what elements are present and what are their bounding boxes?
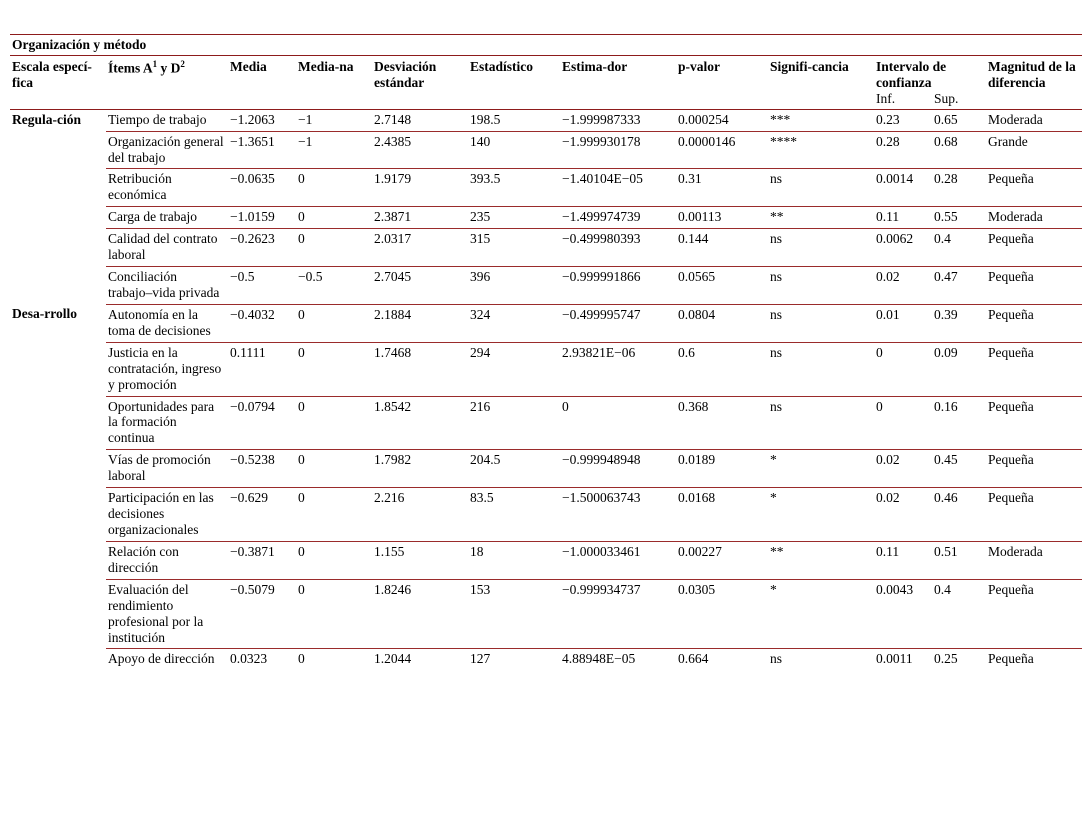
cell-sup: 0.45 [932, 450, 986, 488]
cell-desviacion: 1.7982 [372, 450, 468, 488]
table-row [10, 304, 1082, 342]
cell-inf: 0.0014 [874, 169, 932, 207]
table-row [10, 267, 1082, 305]
cell-desviacion: 2.7148 [372, 109, 468, 131]
table-header-row-1 [10, 55, 1082, 90]
cell-media: −0.5079 [228, 579, 296, 649]
cell-media: 0.0323 [230, 651, 268, 667]
header-items-text: Ítems A [108, 60, 153, 76]
cell-estimador: −0.999948948 [560, 450, 676, 488]
cell-pvalor: 0.00227 [676, 541, 768, 579]
document-page [0, 34, 1088, 823]
cell-mediana: −1 [296, 109, 372, 131]
table-row [10, 229, 1082, 267]
cell-significancia: ns [770, 651, 783, 667]
cell-desviacion: 2.0317 [372, 229, 468, 267]
cell-mediana: 0 [296, 342, 372, 396]
cell-desviacion: 2.1884 [372, 304, 468, 342]
cell-media: −0.2623 [228, 229, 296, 267]
cell-magnitud: Moderada [986, 541, 1082, 579]
cell-estadistico: 18 [468, 541, 560, 579]
header-intervalo-sup: Sup. [932, 91, 986, 109]
table-row [10, 169, 1082, 207]
cell-significancia: ns [768, 267, 874, 305]
table-row [10, 131, 1082, 169]
cell-inf: 0.11 [874, 541, 932, 579]
cell-significancia: **** [768, 131, 874, 169]
cell-sup: 0.4 [932, 229, 986, 267]
cell-magnitud: Pequeña [986, 267, 1082, 305]
cell-pvalor: 0.144 [676, 229, 768, 267]
cell-significancia: ns [768, 304, 874, 342]
cell-desviacion: 1.7468 [372, 342, 468, 396]
cell-estadistico: 83.5 [468, 488, 560, 542]
cell-significancia: ns [768, 169, 874, 207]
cell-magnitud: Pequeña [986, 488, 1082, 542]
cell-mediana: −1 [296, 131, 372, 169]
cell-inf: 0.02 [874, 267, 932, 305]
cell-significancia: ns [768, 342, 874, 396]
table-row [10, 541, 1082, 579]
scale-label: Regula-ción [12, 111, 81, 127]
cell-mediana: 0 [296, 579, 372, 649]
cell-mediana: −0.5 [296, 267, 372, 305]
cell-media: −0.5238 [228, 450, 296, 488]
table-row [10, 649, 1082, 670]
cell-estimador: −0.999934737 [560, 579, 676, 649]
cell-significancia: ns [768, 396, 874, 450]
cell-desviacion: 1.9179 [372, 169, 468, 207]
header-items-sup1: 1 [152, 58, 158, 69]
cell-item: Relación con dirección [106, 541, 228, 579]
cell-item: Autonomía en la toma de decisiones [106, 304, 228, 342]
cell-mediana: 0 [296, 541, 372, 579]
cell-item: Organización general del trabajo [106, 131, 228, 169]
cell-item: Calidad del contrato laboral [106, 229, 228, 267]
cell-estadistico: 324 [468, 304, 560, 342]
header-media: Media [228, 55, 296, 109]
cell-media: −0.4032 [228, 304, 296, 342]
cell-desviacion: 2.7045 [372, 267, 468, 305]
statistics-table [10, 34, 1082, 670]
cell-sup: 0.39 [932, 304, 986, 342]
cell-desviacion: 1.8246 [372, 579, 468, 649]
cell-inf: 0.23 [874, 109, 932, 131]
cell-pvalor: 0.0804 [676, 304, 768, 342]
cell-estimador: 4.88948E−05 [562, 651, 636, 667]
cell-significancia: ** [768, 207, 874, 229]
table-row [10, 109, 1082, 131]
cell-mediana: 0 [296, 450, 372, 488]
cell-desviacion: 1.2044 [374, 651, 412, 667]
cell-significancia: ns [768, 229, 874, 267]
header-items-mid: y D [157, 60, 181, 76]
cell-sup: 0.25 [934, 651, 958, 667]
cell-estimador: −0.999991866 [560, 267, 676, 305]
cell-item: Tiempo de trabajo [106, 109, 228, 131]
header-mediana: Media-na [296, 55, 372, 109]
cell-desviacion: 1.8542 [372, 396, 468, 450]
cell-magnitud: Pequeña [986, 579, 1082, 649]
cell-sup: 0.4 [932, 579, 986, 649]
cell-sup: 0.16 [932, 396, 986, 450]
cell-significancia: *** [768, 109, 874, 131]
cell-inf: 0.02 [874, 488, 932, 542]
cell-desviacion: 1.155 [372, 541, 468, 579]
cell-estimador: −1.999930178 [560, 131, 676, 169]
cell-significancia: * [768, 450, 874, 488]
cell-sup: 0.28 [932, 169, 986, 207]
cell-pvalor: 0.0168 [676, 488, 768, 542]
cell-pvalor: 0.000254 [676, 109, 768, 131]
cell-estimador: −0.499995747 [560, 304, 676, 342]
cell-estadistico: 235 [468, 207, 560, 229]
cell-item: Apoyo de dirección [108, 651, 215, 667]
header-significancia: Signifi-cancia [768, 55, 874, 109]
cell-pvalor: 0.0189 [676, 450, 768, 488]
cell-media: 0.1111 [228, 342, 296, 396]
scale-label: Desa-rrollo [12, 306, 77, 322]
table-row [10, 207, 1082, 229]
cell-pvalor: 0.6 [676, 342, 768, 396]
cell-magnitud: Grande [986, 131, 1082, 169]
cell-magnitud: Pequeña [986, 342, 1082, 396]
table-title: Organización y método [10, 35, 1082, 56]
cell-item: Retribución económica [106, 169, 228, 207]
cell-mediana: 0 [296, 396, 372, 450]
cell-estadistico: 140 [468, 131, 560, 169]
cell-estimador: 2.93821E−06 [560, 342, 676, 396]
cell-pvalor: 0.368 [676, 396, 768, 450]
table-title-row [10, 35, 1082, 56]
cell-magnitud: Pequeña [986, 229, 1082, 267]
cell-pvalor: 0.31 [676, 169, 768, 207]
cell-estadistico: 315 [468, 229, 560, 267]
header-desviacion: Desviación estándar [372, 55, 468, 109]
cell-estimador: −1.499974739 [560, 207, 676, 229]
cell-estadistico: 127 [470, 651, 491, 667]
header-pvalor: p-valor [676, 55, 768, 109]
header-scale: Escala especí-fica [10, 55, 106, 109]
header-intervalo-confianza: Intervalo de confianza [876, 58, 947, 90]
cell-magnitud: Pequeña [988, 651, 1034, 667]
cell-pvalor: 0.0305 [676, 579, 768, 649]
cell-pvalor: 0.0000146 [676, 131, 768, 169]
cell-significancia: * [768, 488, 874, 542]
cell-sup: 0.55 [932, 207, 986, 229]
header-estimador: Estima-dor [560, 55, 676, 109]
cell-pvalor: 0.0565 [676, 267, 768, 305]
table-row [10, 579, 1082, 649]
cell-item: Conciliación trabajo–vida privada [106, 267, 228, 305]
header-items-sup2: 2 [180, 58, 185, 69]
cell-estadistico: 204.5 [468, 450, 560, 488]
cell-desviacion: 2.216 [372, 488, 468, 542]
cell-mediana: 0 [296, 207, 372, 229]
cell-inf: 0 [874, 342, 932, 396]
cell-media: −0.0635 [228, 169, 296, 207]
cell-mediana: 0 [296, 304, 372, 342]
cell-sup: 0.09 [932, 342, 986, 396]
cell-estadistico: 396 [468, 267, 560, 305]
cell-significancia: * [768, 579, 874, 649]
cell-media: −0.0794 [228, 396, 296, 450]
table-row [10, 450, 1082, 488]
cell-inf: 0.0043 [874, 579, 932, 649]
cell-desviacion: 2.4385 [372, 131, 468, 169]
cell-magnitud: Pequeña [986, 450, 1082, 488]
cell-pvalor: 0.664 [678, 651, 709, 667]
cell-magnitud: Moderada [986, 207, 1082, 229]
cell-item: Participación en las decisiones organizacionales [106, 488, 228, 542]
cell-estimador: −1.40104E−05 [560, 169, 676, 207]
cell-significancia: ** [768, 541, 874, 579]
cell-inf: 0.11 [874, 207, 932, 229]
cell-item: Evaluación del rendimiento profesional por la institución [106, 579, 228, 649]
cell-pvalor: 0.00113 [676, 207, 768, 229]
header-magnitud: Magnitud de la diferencia [986, 55, 1082, 109]
cell-estimador: −1.000033461 [560, 541, 676, 579]
cell-estimador: −1.999987333 [560, 109, 676, 131]
cell-media: −0.629 [228, 488, 296, 542]
header-estadistico: Estadístico [468, 55, 560, 109]
cell-estadistico: 153 [468, 579, 560, 649]
cell-sup: 0.47 [932, 267, 986, 305]
cell-mediana: 0 [296, 488, 372, 542]
cell-estimador: −1.500063743 [560, 488, 676, 542]
cell-media: −1.3651 [228, 131, 296, 169]
cell-item: Carga de trabajo [106, 207, 228, 229]
cell-mediana: 0 [296, 169, 372, 207]
cell-magnitud: Pequeña [986, 169, 1082, 207]
cell-media: −1.0159 [228, 207, 296, 229]
cell-mediana: 0 [296, 229, 372, 267]
cell-estadistico: 393.5 [468, 169, 560, 207]
header-intervalo-inf: Inf. [874, 91, 932, 109]
cell-item: Justicia en la contratación, ingreso y promoción [106, 342, 228, 396]
cell-inf: 0 [874, 396, 932, 450]
table-row [10, 488, 1082, 542]
cell-item: Oportunidades para la formación continua [106, 396, 228, 450]
cell-estimador: −0.499980393 [560, 229, 676, 267]
cell-magnitud: Moderada [986, 109, 1082, 131]
cell-sup: 0.51 [932, 541, 986, 579]
cell-media: −1.2063 [228, 109, 296, 131]
cell-inf: 0.02 [874, 450, 932, 488]
cell-inf: 0.28 [874, 131, 932, 169]
cell-sup: 0.68 [932, 131, 986, 169]
cell-estadistico: 198.5 [468, 109, 560, 131]
cell-media: −0.3871 [228, 541, 296, 579]
cell-mediana: 0 [298, 651, 305, 667]
table-row [10, 342, 1082, 396]
cell-sup: 0.46 [932, 488, 986, 542]
cell-magnitud: Pequeña [986, 304, 1082, 342]
cell-desviacion: 2.3871 [372, 207, 468, 229]
cell-inf: 0.0062 [874, 229, 932, 267]
header-items [106, 55, 228, 109]
cell-estadistico: 294 [468, 342, 560, 396]
cell-item: Vías de promoción laboral [106, 450, 228, 488]
cell-inf: 0.0011 [876, 651, 913, 667]
cell-magnitud: Pequeña [986, 396, 1082, 450]
cell-inf: 0.01 [874, 304, 932, 342]
table-row [10, 396, 1082, 450]
cell-estadistico: 216 [468, 396, 560, 450]
cell-media: −0.5 [228, 267, 296, 305]
cell-sup: 0.65 [932, 109, 986, 131]
cell-estimador: 0 [560, 396, 676, 450]
